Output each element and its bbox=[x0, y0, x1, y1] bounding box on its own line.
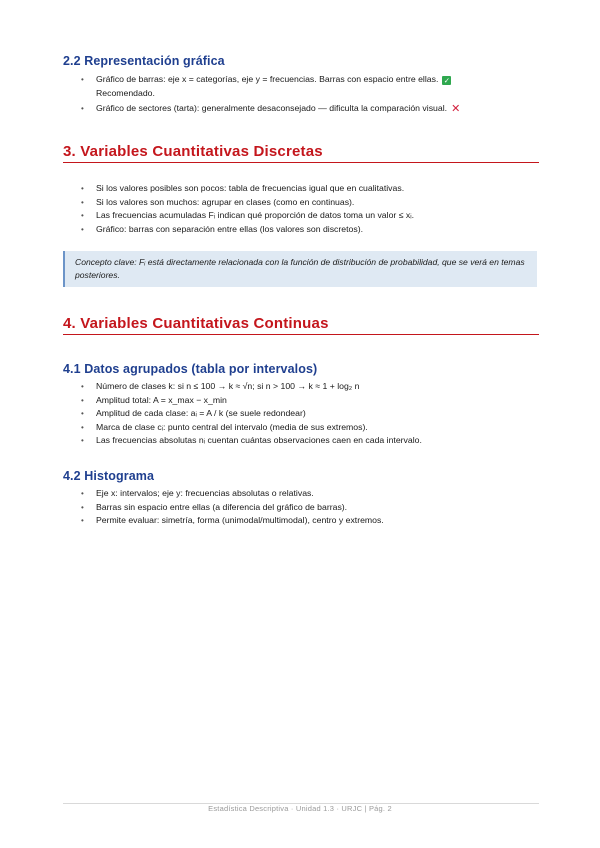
section-divider bbox=[63, 162, 539, 163]
bullet-list-4-1 bbox=[81, 380, 531, 448]
section-title-4: 4. Variables Cuantitativas Continuas bbox=[63, 315, 329, 332]
list-item: • Barras sin espacio entre ellas (a diferencia del gráfico de barras). bbox=[81, 501, 531, 515]
list-item: • Gráfico: barras con separación entre ellas (los valores son discretos). bbox=[81, 223, 531, 237]
list-item: • Amplitud total: A = x_max − x_min bbox=[81, 394, 531, 408]
page-footer: Estadística Descriptiva · Unidad 1.3 · URJC | Pág. 2 bbox=[208, 804, 392, 813]
list-item: • Amplitud de cada clase: aᵢ = A / k (se suele redondear) bbox=[81, 407, 531, 421]
bullet-list-2-2 bbox=[81, 73, 531, 116]
list-item: • Permite evaluar: simetría, forma (unimodal/multimodal), centro y extremos. bbox=[81, 514, 531, 528]
key-concept-note: Concepto clave: Fᵢ está directamente relacionada con la función de distribución de probabilidad, que se verá en temas posteriores. bbox=[63, 251, 537, 287]
list-item: • Gráfico de sectores (tarta): generalmente desaconsejado — dificulta la comparación visual. ✕ bbox=[81, 102, 531, 116]
subsection-title-4-1: 4.1 Datos agrupados (tabla por intervalos) bbox=[63, 362, 318, 376]
list-item: • Las frecuencias acumuladas Fᵢ indican qué proporción de datos toma un valor ≤ xᵢ. bbox=[81, 209, 531, 223]
subsection-title-4-2: 4.2 Histograma bbox=[63, 469, 155, 483]
section-divider bbox=[63, 334, 539, 335]
list-item: • Las frecuencias absolutas nᵢ cuentan cuántas observaciones caen en cada intervalo. bbox=[81, 434, 531, 448]
list-item: • Marca de clase cᵢ: punto central del intervalo (media de sus extremos). bbox=[81, 421, 531, 435]
list-item: • Eje x: intervalos; eje y: frecuencias absolutas o relativas. bbox=[81, 487, 531, 501]
section-title-3: 3. Variables Cuantitativas Discretas bbox=[63, 143, 323, 160]
cross-icon: ✕ bbox=[451, 103, 461, 115]
check-icon: ✓ bbox=[443, 76, 451, 85]
list-item: • Si los valores posibles son pocos: tabla de frecuencias igual que en cualitativas. bbox=[81, 182, 531, 196]
bullet-list-3 bbox=[81, 182, 531, 236]
subsection-title-2-2: 2.2 Representación gráfica bbox=[63, 54, 225, 68]
list-item: • Si los valores son muchos: agrupar en clases (como en continuas). bbox=[81, 196, 531, 210]
list-item: • Número de clases k: si n ≤ 100 → k ≈ √n; si n > 100 → k ≈ 1 + log₂ n bbox=[81, 380, 531, 394]
list-item: • Gráfico de barras: eje x = categorías, eje y = frecuencias. Barras con espacio entre ellas. ✓ Recomendado. bbox=[81, 73, 531, 100]
bullet-list-4-2 bbox=[81, 487, 531, 528]
